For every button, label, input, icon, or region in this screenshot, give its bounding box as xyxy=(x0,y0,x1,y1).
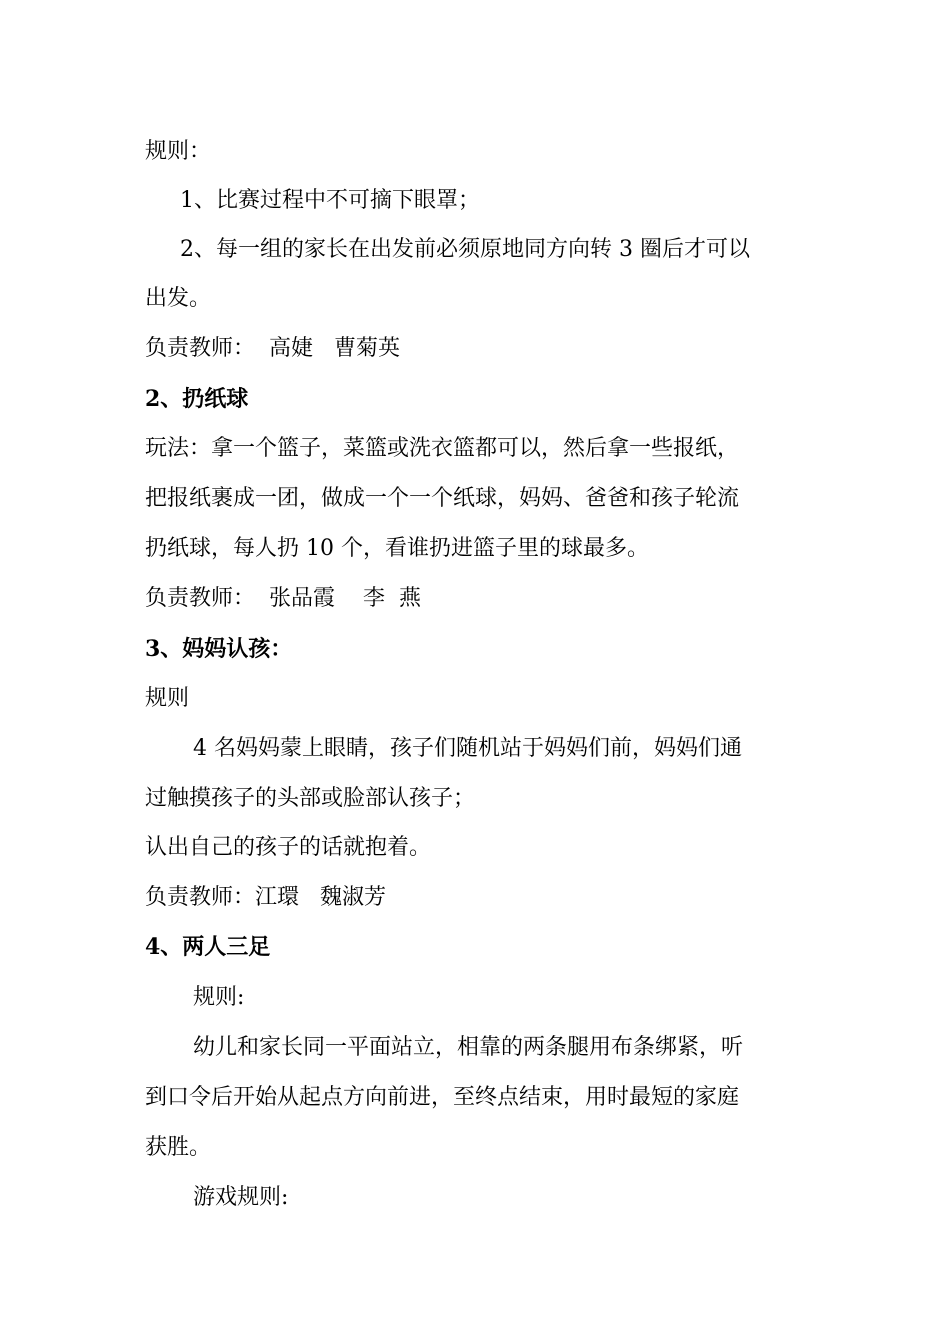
section-2-play-line-1: 玩法：拿一个篮子，菜篮或洗衣篮都可以，然后拿一些报纸， xyxy=(145,436,740,461)
section-3-rule-line-1: 4 名妈妈蒙上眼睛，孩子们随机站于妈妈们前，妈妈们通 xyxy=(193,736,742,761)
section-3-rule-line-2: 过触摸孩子的头部或脸部认孩子； xyxy=(145,786,476,811)
rule-2-line-2: 出发。 xyxy=(145,286,212,311)
section-2-play-line-2: 把报纸裹成一团，做成一个一个纸球，妈妈、爸爸和孩子轮流 xyxy=(145,486,740,511)
rule-2-line-1: 2、每一组的家长在出发前必须原地同方向转 3 圈后才可以 xyxy=(180,237,750,262)
teacher-line-1: 负责教师： 高婕 曹菊英 xyxy=(145,336,400,361)
section-2-title: 2、扔纸球 xyxy=(145,386,249,412)
section-2-play-line-3: 扔纸球，每人扔 10 个，看谁扔进篮子里的球最多。 xyxy=(145,536,649,561)
rules-heading: 规则： xyxy=(145,139,212,164)
section-4-rules-heading: 规则: xyxy=(193,985,245,1010)
section-3-title: 3、妈妈认孩： xyxy=(145,636,293,662)
section-4-title: 4、两人三足 xyxy=(145,934,271,960)
section-4-rule-line-1: 幼儿和家长同一平面站立，相靠的两条腿用布条绑紧，听 xyxy=(193,1035,744,1060)
teacher-line-3: 负责教师：江環 魏淑芳 xyxy=(145,885,386,910)
teacher-line-2: 负责教师： 张品霞 李 燕 xyxy=(145,586,421,611)
section-4-game-rules-heading: 游戏规则: xyxy=(193,1185,289,1210)
rule-1: 1、比赛过程中不可摘下眼罩； xyxy=(180,188,480,213)
section-4-rule-line-3: 获胜。 xyxy=(145,1135,212,1160)
section-4-rule-line-2: 到口令后开始从起点方向前进，至终点结束，用时最短的家庭 xyxy=(145,1085,740,1110)
section-3-rules-heading: 规则 xyxy=(145,686,190,711)
section-3-rule-line-3: 认出自己的孩子的话就抱着。 xyxy=(145,835,432,860)
